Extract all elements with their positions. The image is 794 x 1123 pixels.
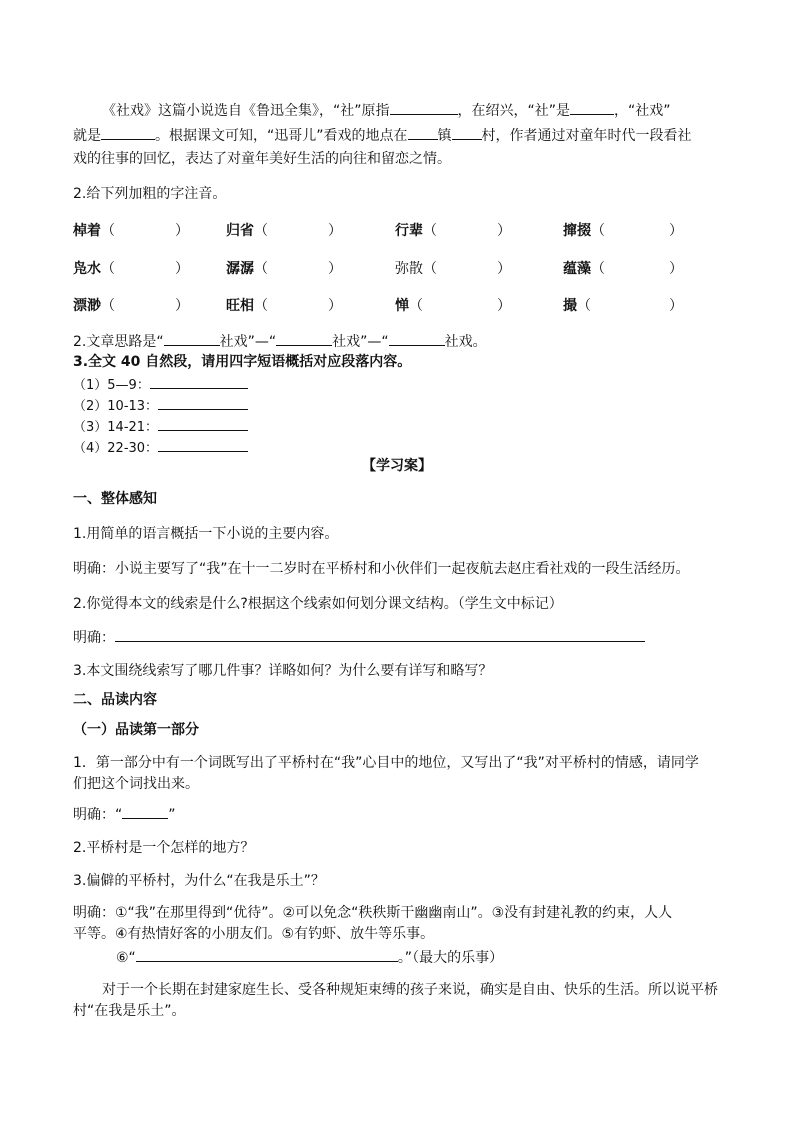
paren-right: ） (497, 223, 511, 239)
intro-text: 就是 (73, 128, 101, 144)
structure-text: 社戏。 (444, 334, 487, 350)
intro-line-3 (73, 149, 451, 169)
answer-blank[interactable] (390, 100, 458, 115)
paren-left: （ (577, 298, 591, 314)
paragraph-label: （1）5—9： (73, 378, 150, 393)
paragraph-label: （3）14-21： (73, 420, 159, 435)
section-heading: 一、整体感知 (73, 491, 157, 507)
pinyin-item (395, 259, 511, 279)
answer-blank[interactable] (158, 416, 248, 431)
question: 3.本文围绕线索写了哪几件事？详略如何？为什么要有详写和略写？ (73, 663, 493, 679)
answer-label: 明确：“ (73, 807, 123, 823)
pinyin-word: 蕴藻 (563, 261, 591, 277)
subsection-heading: （一）品读第一部分 (73, 722, 199, 738)
paren-right: ） (175, 223, 189, 239)
conclusion: 村“在我是乐土”。 (73, 1003, 186, 1019)
pinyin-word: 撺掇 (563, 223, 591, 239)
pinyin-item (73, 296, 189, 316)
paren-left: （ (423, 261, 437, 277)
paren-left: （ (591, 223, 605, 239)
pinyin-item (226, 259, 342, 279)
pinyin-word: 凫水 (73, 261, 101, 277)
structure-text: 社戏”—“ (219, 334, 277, 350)
pinyin-item (73, 259, 189, 279)
question: 3.偏僻的平桥村，为什么“在我是乐土”？ (73, 873, 325, 889)
paragraph-item (73, 416, 248, 438)
paren-right: ） (669, 298, 683, 314)
pinyin-item (226, 221, 342, 241)
paragraph-item (73, 395, 248, 417)
answer-blank[interactable] (164, 331, 220, 346)
paragraph-question: 3.全文 40 自然段，请用四字短语概括对应段落内容。 (73, 354, 412, 370)
answer-label: 。”（最大的乐事） (397, 950, 504, 966)
answer-blank[interactable] (158, 395, 248, 410)
pinyin-word: 旺相 (226, 298, 254, 314)
paren-right: ） (328, 223, 342, 239)
pinyin-word: 弥散 (395, 261, 423, 277)
structure-text: 2.文章思路是“ (73, 334, 164, 350)
paren-left: （ (101, 298, 115, 314)
pinyin-item (226, 296, 342, 316)
paren-right: ） (497, 298, 511, 314)
paren-right: ） (175, 261, 189, 277)
intro-text: ，在绍兴，“社”是 (457, 103, 571, 119)
answer-line (116, 947, 503, 968)
paren-right: ） (328, 261, 342, 277)
paren-right: ） (497, 261, 511, 277)
paren-left: （ (101, 261, 115, 277)
pinyin-item (563, 296, 683, 316)
answer-blank[interactable] (101, 125, 155, 140)
intro-text: 。根据课文可知，“迅哥儿”看戏的地点在 (155, 128, 408, 144)
pinyin-word: 潺潺 (226, 261, 254, 277)
question: 们把这个词找出来。 (73, 776, 199, 792)
paren-right: ） (669, 261, 683, 277)
paragraph-label: （2）10-13： (73, 399, 159, 414)
pinyin-word: 行辈 (395, 223, 423, 239)
intro-text: 村，作者通过对童年时代一段看社 (481, 128, 692, 144)
paragraph-label: （4）22-30： (73, 441, 159, 456)
answer-blank[interactable] (136, 947, 398, 962)
pinyin-word: 撮 (563, 298, 577, 314)
intro-text: 《社戏》这篇小说选自《鲁迅全集》，“社”原指 (102, 103, 390, 119)
intro-line-1 (102, 100, 671, 121)
answer-blank[interactable] (276, 331, 332, 346)
pinyin-word: 棹着 (73, 223, 101, 239)
study-title: 【学习案】 (362, 458, 432, 474)
conclusion: 对于一个长期在封建家庭生长、受各种规矩束缚的孩子来说，确实是自由、快乐的生活。所以说平桥 (102, 982, 718, 998)
answer-blank[interactable] (150, 374, 248, 389)
answer: 平等。④有热情好客的小朋友们。⑤有钓虾、放牛等乐事。 (73, 926, 435, 942)
question: 2.你觉得本文的线索是什么?根据这个线索如何划分课文结构。（学生文中标记） (73, 596, 563, 612)
paren-left: （ (101, 223, 115, 239)
pinyin-item (73, 221, 189, 241)
intro-text: 戏的往事的回忆，表达了对童年美好生活的向往和留恋之情。 (73, 151, 451, 167)
answer: 明确：①“我”在那里得到“优待”。②可以免念“秩秩斯干幽幽南山”。③没有封建礼教的约束，人人 (73, 905, 673, 921)
paragraph-item (73, 374, 248, 396)
answer-blank[interactable] (158, 437, 248, 452)
paren-right: ） (175, 298, 189, 314)
paren-left: （ (423, 223, 437, 239)
paren-left: （ (254, 261, 268, 277)
answer: 明确：小说主要写了“我”在十一二岁时在平桥村和小伙伴们一起夜航去赵庄看社戏的一段生活经历。 (73, 561, 690, 577)
pinyin-word: 归省 (226, 223, 254, 239)
answer-line (73, 627, 645, 648)
paren-left: （ (591, 261, 605, 277)
pinyin-word: 漂渺 (73, 298, 101, 314)
pinyin-item (563, 259, 683, 279)
pinyin-word: 惮 (395, 298, 409, 314)
answer-label: ” (168, 807, 176, 823)
answer-blank[interactable] (122, 804, 168, 819)
answer-blank[interactable] (408, 125, 438, 140)
question: 1．第一部分中有一个词既写出了平桥村在“我”心目中的地位，又写出了“我”对平桥村的情感，请同学 (73, 755, 699, 771)
question: 2.平桥村是一个怎样的地方？ (73, 840, 255, 856)
intro-text: ，“社戏” (614, 103, 671, 119)
answer-blank[interactable] (389, 331, 445, 346)
answer-label: 明确： (73, 630, 115, 646)
structure-text: 社戏”—“ (332, 334, 389, 350)
intro-text: 镇 (437, 128, 452, 144)
paren-left: （ (254, 298, 268, 314)
pinyin-item (395, 221, 511, 241)
paren-right: ） (669, 223, 683, 239)
answer-blank[interactable] (115, 627, 645, 642)
pinyin-item (395, 296, 511, 316)
pinyin-heading: 2.给下列加粗的字注音。 (73, 186, 227, 202)
question: 1.用简单的语言概括一下小说的主要内容。 (73, 526, 339, 542)
intro-line-2 (73, 125, 692, 146)
paren-left: （ (254, 223, 268, 239)
answer-blank[interactable] (452, 125, 482, 140)
answer-line (73, 804, 176, 825)
answer-label: ⑥“ (116, 950, 136, 966)
paren-right: ） (328, 298, 342, 314)
pinyin-item (563, 221, 683, 241)
paren-left: （ (409, 298, 423, 314)
structure-question (73, 331, 487, 352)
answer-blank[interactable] (570, 100, 614, 115)
section-heading: 二、品读内容 (73, 692, 157, 708)
